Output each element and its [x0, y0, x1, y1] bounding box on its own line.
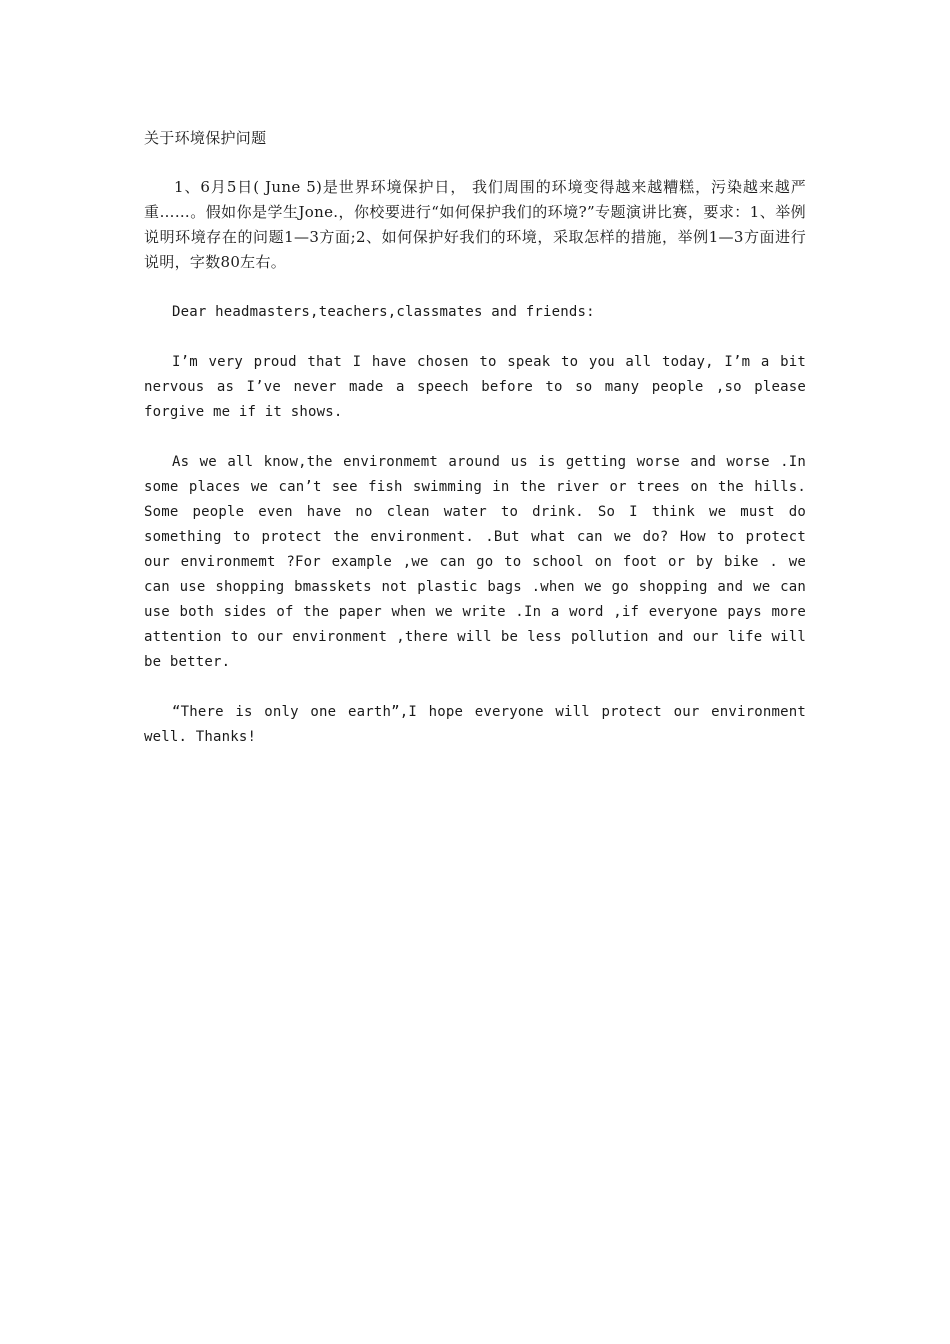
speech-paragraph-2: As we all know,the environmemt around us is getting worse and worse .In some places we can’t see fish swimming in the river or trees on the hills. Some people even have no clean water to drink. So I think we must do something to protect the environment. .But what can we do? How to protect our environmemt ?For example ,we can go to school on foot or by bike . we can use shopping bmasskets not plastic bags .when we go shopping and we can use both sides of the paper when we write .In a word ,if everyone pays more attention to our environment ,there will be less pollution and our life will be better.: [144, 454, 806, 670]
speech-paragraph-3: “There is only one earth”,I hope everyone will protect our environment well. Thanks!: [144, 704, 806, 745]
document-title: 关于环境保护问题: [144, 129, 267, 147]
speech-paragraph-1: I’m very proud that I have chosen to speak to you all today, I’m a bit nervous as I’ve never made a speech before to so many people ,so please forgive me if it shows.: [144, 354, 806, 420]
document-body: [144, 126, 806, 775]
task-paragraph: 1、6月5日( June 5)是世界环境保护日， 我们周围的环境变得越来越糟糕，污染越来越严重……。假如你是学生Jone.，你校要进行“如何保护我们的环境?”专题演讲比赛，要求：1、举例说明环境存在的问题1—3方面;2、如何保护好我们的环境，采取怎样的措施，举例1—3方面进行说明，字数80左右。: [144, 178, 806, 271]
greeting-line: Dear headmasters,teachers,classmates and friends:: [172, 304, 595, 320]
